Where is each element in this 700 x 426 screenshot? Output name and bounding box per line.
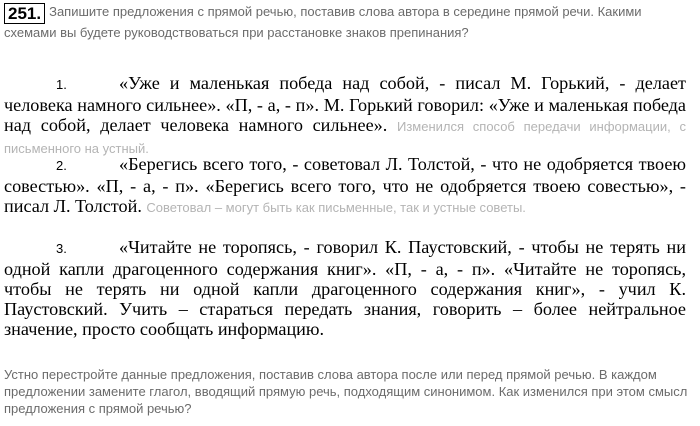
task-header xyxy=(4,3,694,42)
item-number: 2. xyxy=(56,158,67,173)
task-number: 251. xyxy=(4,3,45,24)
item-note: Изменился способ передачи информации, с письменного на устный. xyxy=(4,119,686,156)
list-item xyxy=(4,237,686,339)
item-text: «Берегись всего того, - советовал Л. Толстой, - что не одобряется твоею совестью». «П, - а, - п». «Берегись всего того, что не одобряется твоею совестью», - писал Л. Толстой. xyxy=(4,154,686,216)
item-note: Советовал – могут быть как письменные, так и устные советы. xyxy=(146,200,526,215)
task-footer: Устно перестройте данные предложения, поставив слова автора после или перед прямой речью. В каждом предложении замените глагол, вводящий прямую речь, подходящим синонимом. Как изменился при этом смысл предложения с прямой речью? xyxy=(4,367,688,416)
item-number: 1. xyxy=(56,77,67,92)
item-text: «Уже и маленькая победа над собой, - писал М. Горький, - делает человека намного сильнее». «П, - а, - п». М. Горький говорил: «Уже и маленькая победа над собой, делает человека намного сильнее». xyxy=(4,73,686,135)
task-instruction: Запишите предложения с прямой речью, поставив слова автора в середине прямой речи. Какими схемами вы будете руководствоваться при расстановке знаков препинания? xyxy=(4,4,642,40)
item-number: 3. xyxy=(56,241,67,256)
list-item xyxy=(4,73,686,159)
item-text: «Читайте не торопясь, - говорил К. Паустовский, - чтобы не терять ни одной капли драгоценного содержания книг». «П, - а, - п». «Читайте не торопясь, чтобы не терять ни одной капли драгоценного содержания книг», - учил К. Паустовский. Учить – стараться передать знания, говорить – более нейтральное значение, просто сообщать информацию. xyxy=(4,237,686,339)
list-item xyxy=(4,154,686,218)
